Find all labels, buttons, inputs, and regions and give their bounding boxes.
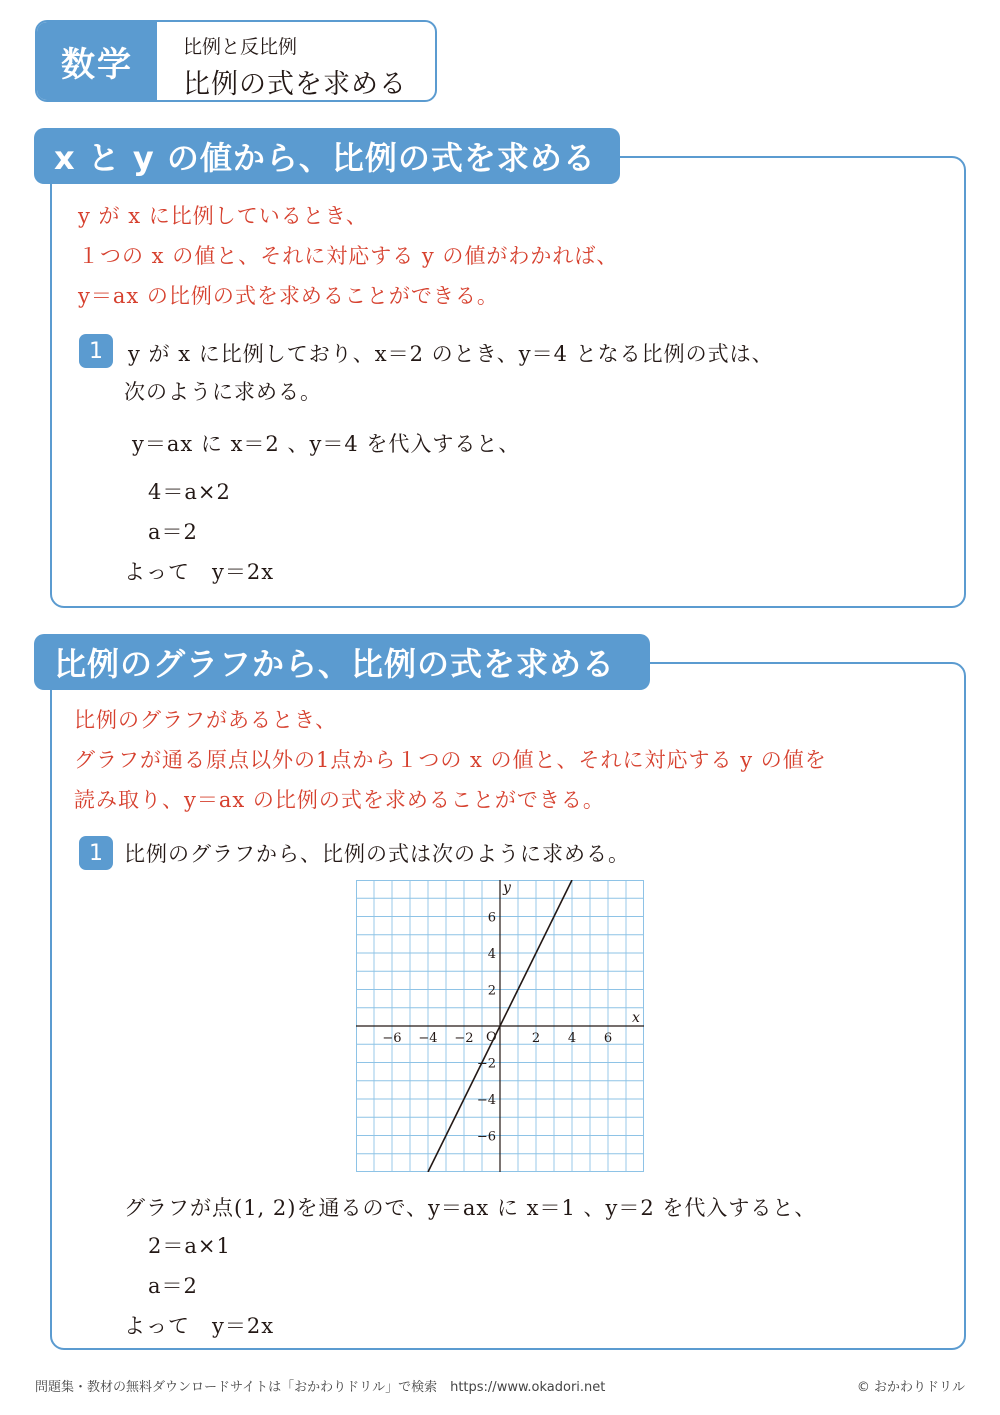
x-tick-label: 6 (603, 1031, 613, 1046)
footer-site-info: 問題集・教材の無料ダウンロードサイトは「おかわりドリル」で検索 https://www.okadori.net (35, 1380, 606, 1395)
section2-answer: よって y＝2x (124, 1314, 275, 1338)
section2-title: 比例のグラフから、比例の式を求める (34, 634, 650, 690)
y-tick-label: −6 (476, 1129, 496, 1145)
section2-equation-1: 2＝a×1 (148, 1234, 231, 1258)
section1-title: x と y の値から、比例の式を求める (34, 128, 620, 184)
graph-svg (356, 880, 644, 1172)
section2-substitution: グラフが点(1, 2)を通るので、y＝ax に x＝1 、y＝2 を代入すると、 (124, 1196, 817, 1220)
section1-answer: よって y＝2x (124, 560, 275, 584)
subject-badge: 数学 (37, 22, 157, 100)
proportion-graph (356, 880, 644, 1172)
lesson-title: 比例の式を求める (183, 69, 407, 100)
section1-rule-3: y＝ax の比例の式を求めることができる。 (78, 284, 499, 308)
section1-rule-1: y が x に比例しているとき、 (78, 204, 368, 228)
section2-rule-1: 比例のグラフがあるとき、 (74, 708, 338, 732)
section1-equation-2: a＝2 (148, 520, 198, 544)
x-tick-label: −6 (382, 1031, 402, 1046)
section2-example-line1: 比例のグラフから、比例の式は次のように求める。 (124, 842, 630, 866)
origin-label: O (486, 1030, 497, 1045)
y-tick-label: −4 (476, 1093, 496, 1108)
section1-substitution: y＝ax に x＝2 、y＝4 を代入すると、 (132, 432, 521, 456)
section1-equation-1: 4＝a×2 (148, 480, 231, 504)
x-tick-label: −4 (418, 1031, 438, 1046)
section2-example-number: 1 (79, 836, 113, 870)
x-tick-label: 2 (531, 1031, 541, 1046)
section1-example-line2: 次のように求める。 (124, 380, 322, 404)
y-tick-label: −2 (476, 1056, 496, 1072)
section2-rule-3: 読み取り、y＝ax の比例の式を求めることができる。 (74, 788, 605, 812)
x-axis-label: x (632, 1010, 640, 1026)
footer-copyright: © おかわりドリル (856, 1380, 965, 1395)
y-tick-label: 6 (487, 910, 496, 926)
y-tick-label: 2 (487, 983, 496, 999)
x-tick-label: −2 (454, 1031, 474, 1046)
section1-example-line1: y が x に比例しており、x＝2 のとき、y＝4 となる比例の式は、 (128, 342, 774, 366)
section1-example-number: 1 (79, 334, 113, 368)
y-tick-label: 4 (487, 947, 496, 962)
header-box (35, 20, 437, 102)
section1-rule-2: １つの x の値と、それに対応する y の値がわかれば、 (78, 244, 619, 268)
section2-equation-2: a＝2 (148, 1274, 198, 1298)
unit-name: 比例と反比例 (183, 36, 298, 58)
y-axis-label: y (503, 880, 511, 896)
section2-rule-2: グラフが通る原点以外の1点から１つの x の値と、それに対応する y の値を (74, 748, 827, 772)
x-tick-label: 4 (567, 1031, 577, 1046)
